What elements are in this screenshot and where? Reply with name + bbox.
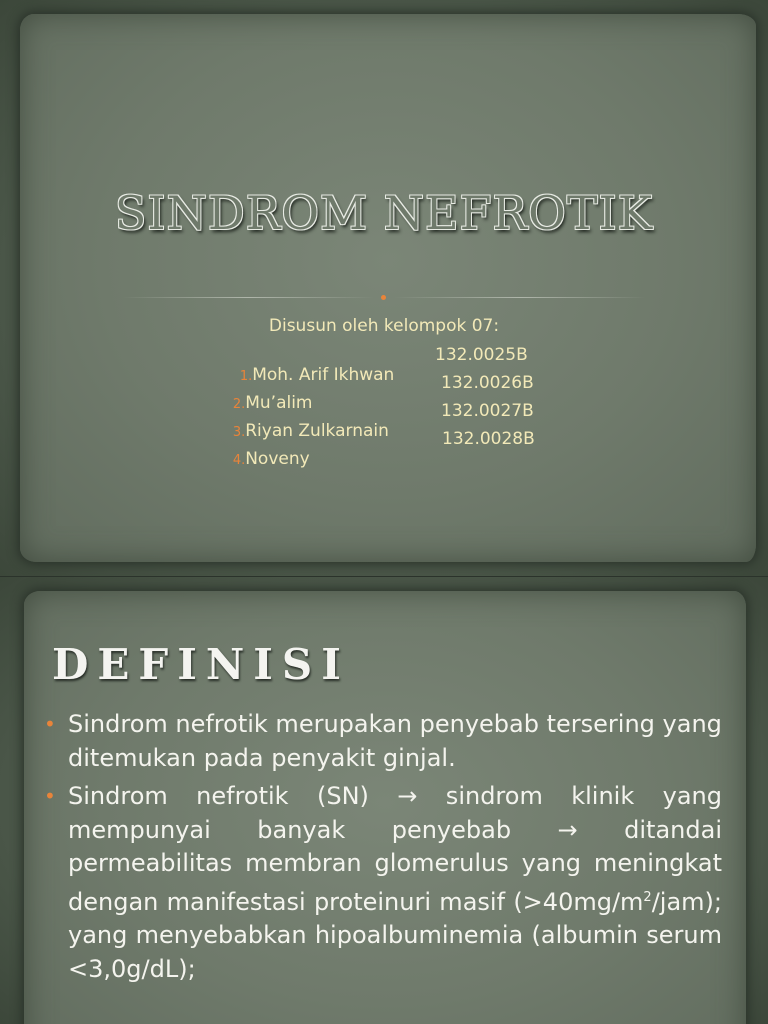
group-subtitle: Disusun oleh kelompok 07: [268,316,500,336]
bullet-text: Sindrom nefrotik merupakan penyebab tersering yang ditemukan pada penyakit ginjal. [68,710,722,772]
bullet-text-cont: /jam); yang menyebabkan hipoalbuminemia (albumin serum <3,0g/dL); [68,887,722,983]
member-id: 132.0025B [435,345,528,365]
member-number: 1. [239,369,253,384]
member-name: Moh. Arif Ikhwan [252,365,395,385]
member-number: 2. [232,397,246,412]
title-rule-dot-icon [381,295,386,300]
member-name: Mu’alim [245,393,313,413]
member-id: 132.0028B [442,429,535,449]
list-item [44,780,722,986]
member-id: 132.0026B [441,373,534,393]
paper-background [20,14,756,562]
definition-list [44,708,722,991]
member-id: 132.0027B [441,401,534,421]
member-number: 3. [232,425,246,440]
member-name: Riyan Zulkarnain [245,421,389,441]
bullet-text: Sindrom nefrotik (SN) → sindrom klinik yang mempunyai banyak penyebab → ditandai permeabilitas membran glomerulus yang meningkat dengan manifestasi proteinuri masif (>40mg/m [68,782,722,916]
title-rule-left [122,297,374,298]
slide-title: SINDROM NEFROTIK [114,186,654,240]
bullet-dot-icon: • [44,712,56,736]
bullet-dot-icon: • [44,784,56,808]
member-number: 4. [232,453,246,468]
superscript: 2 [643,889,652,905]
title-rule-right [394,297,646,298]
section-heading: DEFINISI [52,640,350,689]
list-item [44,708,722,775]
member-name: Noveny [245,449,310,469]
